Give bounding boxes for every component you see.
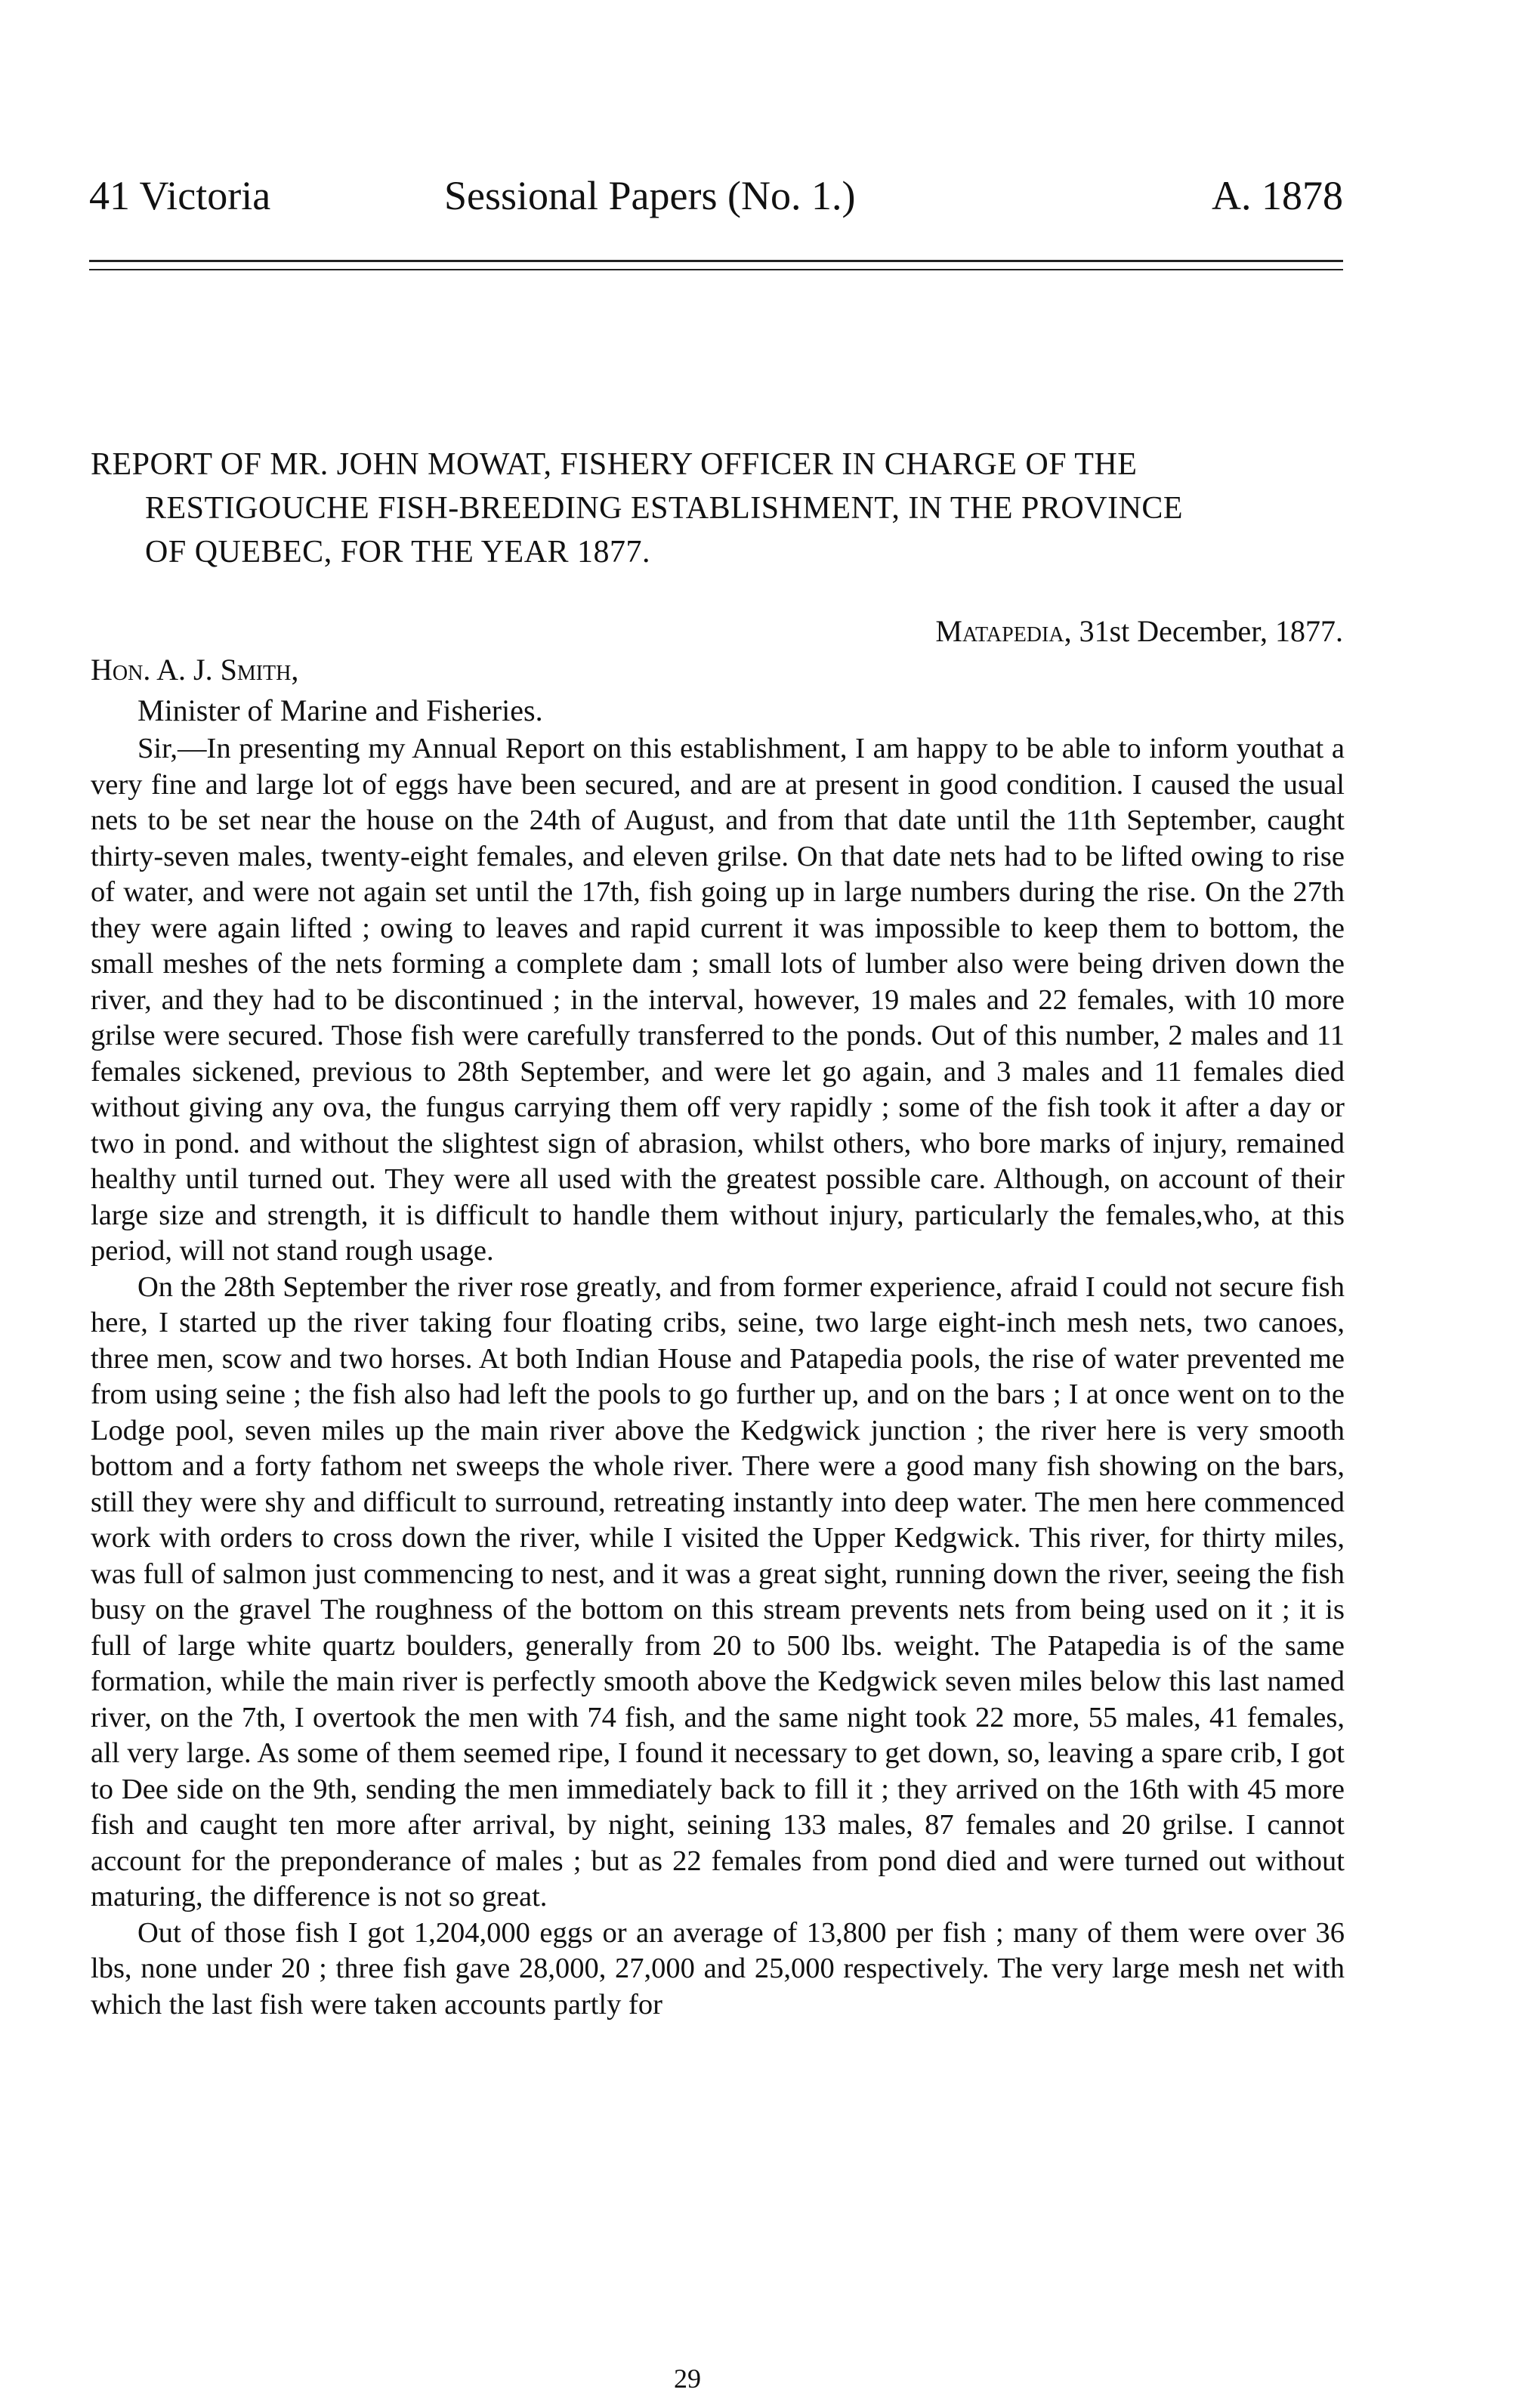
letter-body [91, 731, 1345, 2023]
report-title [91, 443, 1345, 574]
running-head-series: Sessional Papers (No. 1.) [444, 173, 856, 218]
dateline [935, 613, 1343, 649]
body-paragraph-1: Sir,—In presenting my Annual Report on this establishment, I am happy to be able to inform youthat a very fine and large lot of eggs have been secured, and are at present in good condition. I caused the usual nets to be set near the house on the 24th of August, and from that date until the 11th September, caught thirty-seven males, twenty-eight females, and eleven grilse. On that date nets had to be lifted owing to rise of water, and were not again set until the 17th, fish going up in large numbers during the rise. On the 27th they were again lifted ; owing to leaves and rapid current it was impossible to keep them to bottom, the small meshes of the nets forming a complete dam ; small lots of lumber also were being driven down the river, and they had to be discontinued ; in the interval, however, 19 males and 22 females, with 10 more grilse were secured. Those fish were carefully transferred to the ponds. Out of this number, 2 males and 11 females sickened, previous to 28th September, and were let go again, and 3 males and 11 females died without giving any ova, the fungus carrying them off very rapidly ; some of the fish took it after a day or two in pond. and without the slightest sign of abrasion, whilst others, who bore marks of injury, remained healthy until turned out. They were all used with the greatest possible care. Although, on account of their large size and strength, it is difficult to handle them without injury, particularly the females,who, at this period, will not stand rough usage. [91, 733, 1345, 1267]
addressee-role: Minister of Marine and Fisheries. [137, 693, 543, 727]
dateline-place: Matapedia, [935, 614, 1072, 648]
running-head [89, 172, 1343, 233]
running-head-volume: 41 Victoria [89, 173, 271, 218]
header-double-rule [89, 260, 1343, 270]
page-number: 29 [674, 2363, 701, 2394]
body-paragraph-3: Out of those fish I got 1,204,000 eggs or an average of 13,800 per fish ; many of them were over 36 lbs, none under 20 ; three fish gave 28,000, 27,000 and 25,000 respectively. The very large mesh net with which the last fish were taken accounts partly for [91, 1916, 1345, 2021]
addressee-name: Hon. A. J. Smith, [91, 653, 299, 687]
report-title-line-1: REPORT OF MR. JOHN MOWAT, FISHERY OFFICER IN CHARGE OF THE [91, 447, 1138, 482]
dateline-date: 31st December, 1877. [1079, 614, 1343, 648]
body-paragraph-2: On the 28th September the river rose greatly, and from former experience, afraid I could not secure fish here, I started up the river taking four floating cribs, seine, two large eight-inch mesh nets, two canoes, three men, scow and two horses. At both Indian House and Patapedia pools, the rise of water prevented me from using seine ; the fish also had left the pools to go further up, and on the bars ; I at once went on to the Lodge pool, seven miles up the main river above the Kedgwick junction ; the river here is very smooth bottom and a forty fathom net sweeps the whole river. There were a good many fish showing on the bars, still they were shy and difficult to surround, retreating instantly into deep water. The men here commenced work with orders to cross down the river, while I visited the Upper Kedgwick. This river, for thirty miles, was full of salmon just commencing to nest, and it was a great sight, running down the river, seeing the fish busy on the gravel The roughness of the bottom on this stream prevents nets from being used on it ; it is full of large white quartz boulders, generally from 20 to 500 lbs. weight. The Patapedia is of the same formation, while the main river is perfectly smooth above the Kedgwick seven miles below this last named river, on the 7th, I overtook the men with 74 fish, and the same night took 22 more, 55 males, 41 females, all very large. As some of them seemed ripe, I found it necessary to get down, so, leaving a spare crib, I got to Dee side on the 9th, sending the men immediately back to fill it ; they arrived on the 16th with 45 more fish and caught ten more after arrival, by night, seining 133 males, 87 females and 20 grilse. I cannot account for the preponderance of males ; but as 22 females from pond died and were turned out without maturing, the difference is not so great. [91, 1270, 1345, 1913]
report-title-line-3: OF QUEBEC, FOR THE YEAR 1877. [145, 535, 651, 570]
report-title-line-2: RESTIGOUCHE FISH-BREEDING ESTABLISHMENT, IN THE PROVINCE [145, 491, 1184, 526]
running-head-year: A. 1878 [1212, 173, 1343, 218]
addressee [91, 650, 543, 731]
